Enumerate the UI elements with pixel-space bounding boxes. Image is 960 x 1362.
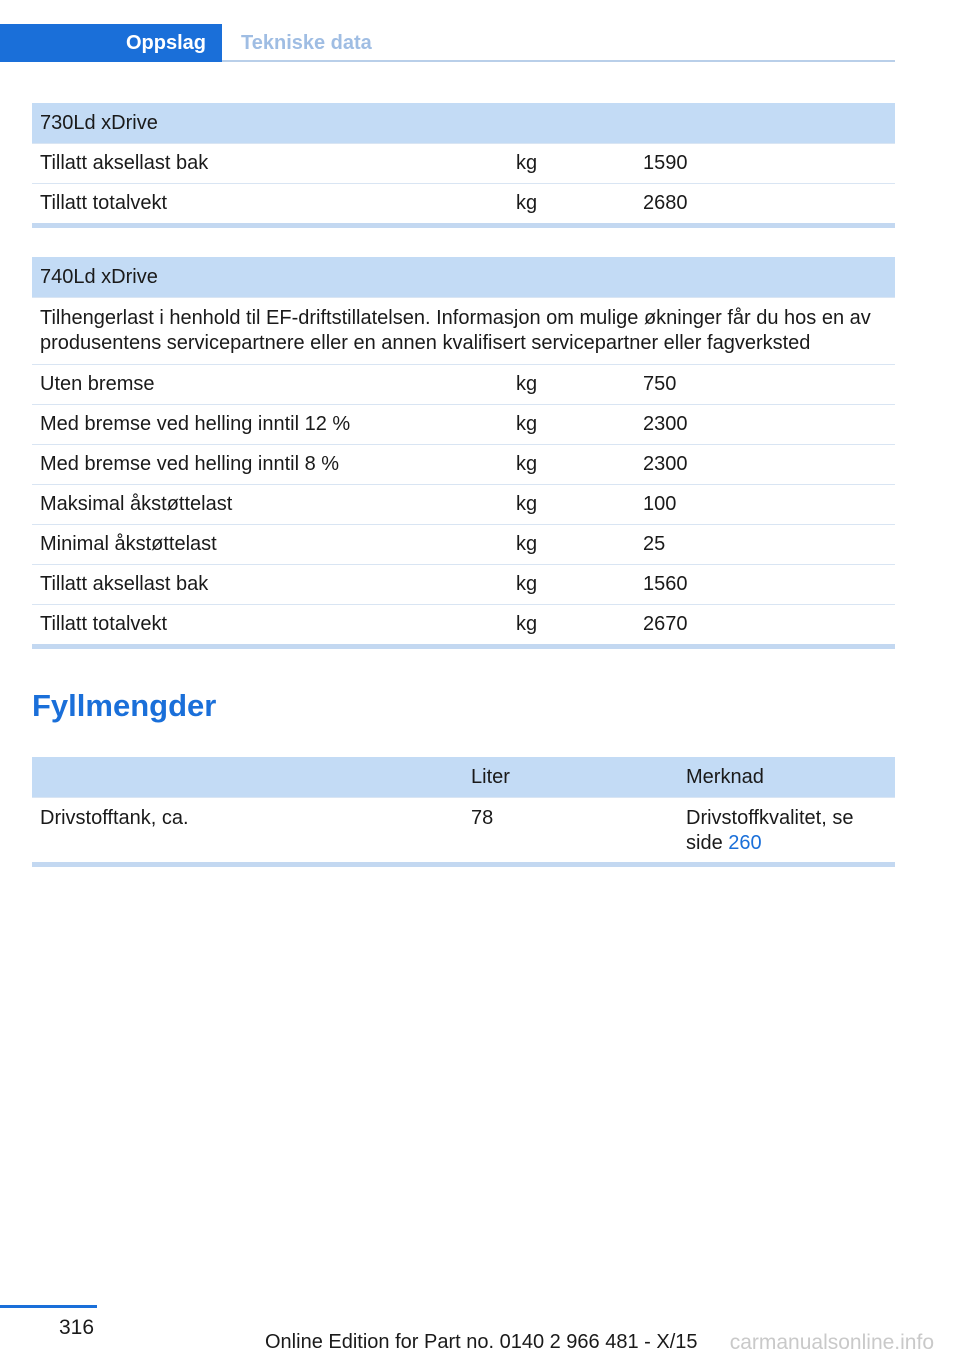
- table-row: [32, 484, 895, 524]
- row-label: Tillatt totalvekt: [40, 192, 168, 214]
- row-value: 78: [471, 807, 494, 829]
- row-value: 2670: [643, 613, 688, 635]
- header-merknad: Merknad: [686, 765, 764, 788]
- table-730ld-xdrive: [32, 103, 895, 228]
- row-label: Tillatt aksellast bak: [40, 152, 209, 174]
- row-label: Med bremse ved helling inntil 8 %: [40, 453, 340, 475]
- row-value: 100: [643, 493, 677, 515]
- row-label: Minimal åkstøttelast: [40, 533, 217, 555]
- header-liter: Liter: [471, 765, 510, 788]
- row-label: Med bremse ved helling inntil 12 %: [40, 413, 351, 435]
- row-value: 1590: [643, 152, 688, 174]
- table-fyllmengder: [32, 757, 895, 867]
- row-value: 1560: [643, 573, 688, 595]
- table-row: [32, 797, 895, 862]
- row-value: 25: [643, 533, 666, 555]
- row-value: 2680: [643, 192, 688, 214]
- row-unit: kg: [516, 413, 538, 435]
- row-label: Tillatt aksellast bak: [40, 573, 209, 595]
- row-label: Maksimal åkstøttelast: [40, 493, 233, 515]
- row-unit: kg: [516, 373, 538, 395]
- table-note: Tilhengerlast i henhold til EF-driftstillatelsen. Informasjon om mulige økninger får du hos en av produsentens servicepartnere eller en annen kvalifisert servicepartner eller fagverksted: [40, 307, 871, 354]
- row-unit: kg: [516, 493, 538, 515]
- table-row: [32, 364, 895, 404]
- edition-text: Online Edition for Part no. 0140 2 966 481 - X/15: [265, 1331, 698, 1353]
- row-unit: kg: [516, 573, 538, 595]
- note-text: Drivstoffkvalitet, se side: [686, 807, 854, 854]
- row-note: [678, 806, 895, 856]
- header-tabs: [0, 24, 895, 62]
- row-value: 750: [643, 373, 677, 395]
- table-header-row: [32, 257, 895, 297]
- table-row: [32, 564, 895, 604]
- table-row: [32, 524, 895, 564]
- page-link[interactable]: 260: [728, 832, 762, 854]
- row-value: 2300: [643, 453, 688, 475]
- section-heading-fyllmengder: Fyllmengder: [32, 688, 217, 723]
- header-rule: [222, 60, 895, 62]
- table-note-row: [32, 297, 895, 364]
- table-header-row: [32, 103, 895, 143]
- tab-tekniske-data[interactable]: Tekniske data: [241, 31, 372, 54]
- row-label: Tillatt totalvekt: [40, 613, 168, 635]
- tab-oppslag[interactable]: Oppslag: [0, 24, 222, 62]
- table-row: [32, 404, 895, 444]
- table-row: [32, 604, 895, 644]
- table-row: [32, 143, 895, 183]
- footer-rule: [0, 1305, 97, 1308]
- row-unit: kg: [516, 613, 538, 635]
- page-number: 316: [59, 1316, 95, 1339]
- row-unit: kg: [516, 192, 538, 214]
- table-header-row: [32, 757, 895, 797]
- table-row: [32, 183, 895, 223]
- row-unit: kg: [516, 533, 538, 555]
- row-value: 2300: [643, 413, 688, 435]
- table-row: [32, 444, 895, 484]
- watermark: carmanualsonline.info: [729, 1331, 934, 1354]
- table-740ld-xdrive: [32, 257, 895, 649]
- row-label: Drivstofftank, ca.: [40, 807, 189, 829]
- table-title: 740Ld xDrive: [40, 265, 158, 288]
- table-title: 730Ld xDrive: [40, 111, 158, 134]
- row-unit: kg: [516, 453, 538, 475]
- row-unit: kg: [516, 152, 538, 174]
- row-label: Uten bremse: [40, 373, 155, 395]
